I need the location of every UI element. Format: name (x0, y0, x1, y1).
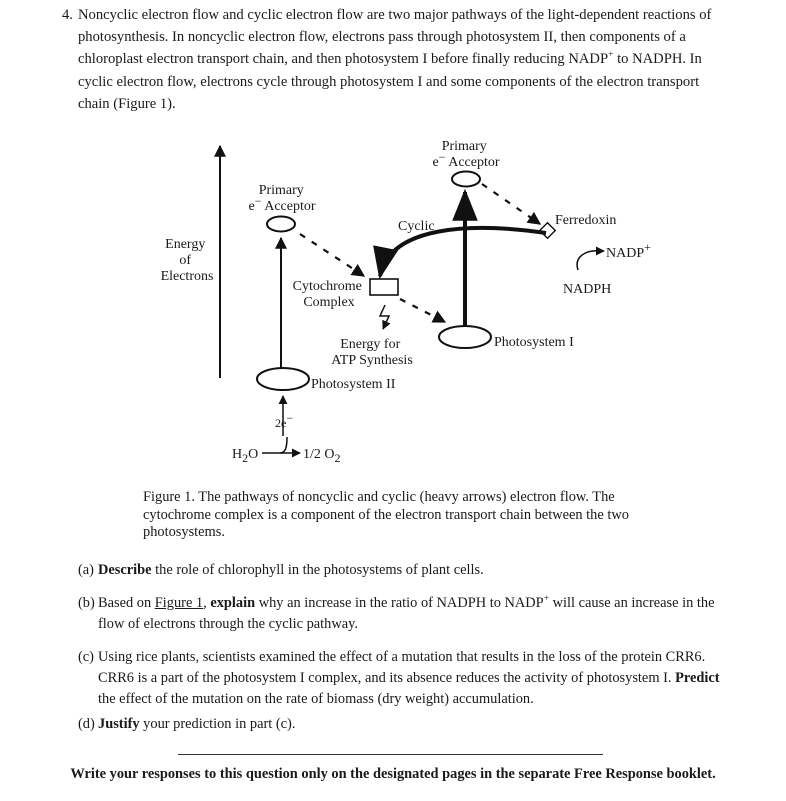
cytochrome-complex-box (370, 279, 398, 295)
atp-lightning-icon (380, 305, 389, 329)
energy-axis-label: Energy of Electrons (160, 237, 214, 284)
question-intro-text: Noncyclic electron flow and cyclic electron flow are two major pathways of the light-dependent reactions of photosynthesis. In noncyclic electron flow, electrons pass through photosystem II, then components of a chloroplast electron transport chain, and then photosystem I before finally reducing NADP+ to NADPH. In cyclic electron flow, electrons cycle through photosystem I and some components of the electron transport chain (Figure 1). (78, 7, 712, 112)
ps2-primary-acceptor-oval (267, 217, 295, 232)
nadp-label: NADP+ (606, 240, 651, 261)
question-number: 4. (62, 7, 73, 23)
photosystem-1-label: Photosystem I (494, 335, 574, 350)
part-d: (d) Justify your prediction in part (c). (78, 716, 296, 732)
etc-arrow-to-ferredoxin (482, 184, 540, 224)
nadp-reduction-arrow (577, 251, 602, 270)
part-a: (a) Describe the role of chlorophyll in the photosystems of plant cells. (78, 562, 484, 578)
figure-caption: Figure 1. The pathways of noncyclic and cyclic (heavy arrows) electron flow. The cytochrome complex is a component of the electron transport chain between the two photosystems. (143, 489, 629, 540)
nadph-label: NADPH (563, 282, 612, 297)
part-b: (b) Based on Figure 1, explain why an increase in the ratio of NADPH to NADP+ will cause an increase in the flow of electrons through the cyclic pathway. (78, 594, 715, 632)
water-splitting-arrow (262, 437, 287, 453)
ps2-primary-acceptor-label: Primary e− Acceptor (248, 183, 316, 214)
ps1-primary-acceptor-oval (452, 172, 480, 187)
energy-for-atp-label: Energy for ATP Synthesis (331, 337, 413, 368)
cyclic-label: Cyclic (398, 219, 435, 234)
ferredoxin-label: Ferredoxin (555, 213, 617, 228)
footer-instruction: Write your responses to this question only on the designated pages in the separate Free Response booklet. (70, 766, 716, 782)
etc-arrow-to-ps1 (400, 299, 445, 322)
part-c: (c) Using rice plants, scientists examined the effect of a mutation that results in the loss of the protein CRR6. CRR6 is a part of the photosystem I complex, and its absence reduces the activity of photosystem I. Predict the effect of the mutation on the rate of biomass (dry weight) accumulation. (78, 649, 720, 707)
oxygen-label: 1/2 O2 (303, 447, 341, 465)
cytochrome-complex-label: Cytochrome Complex (292, 279, 362, 310)
photosystem-1-oval (439, 326, 491, 348)
etc-arrow-to-cytochrome (300, 234, 364, 276)
divider-line (178, 754, 603, 755)
ps1-primary-acceptor-label: Primary e− Acceptor (432, 139, 500, 170)
photosystem-2-oval (257, 368, 309, 390)
two-electrons-label: 2e− (275, 411, 294, 430)
water-label: H2O (232, 447, 259, 465)
photosystem-2-label: Photosystem II (311, 377, 396, 392)
figure-1-link[interactable]: Figure 1 (154, 595, 204, 611)
